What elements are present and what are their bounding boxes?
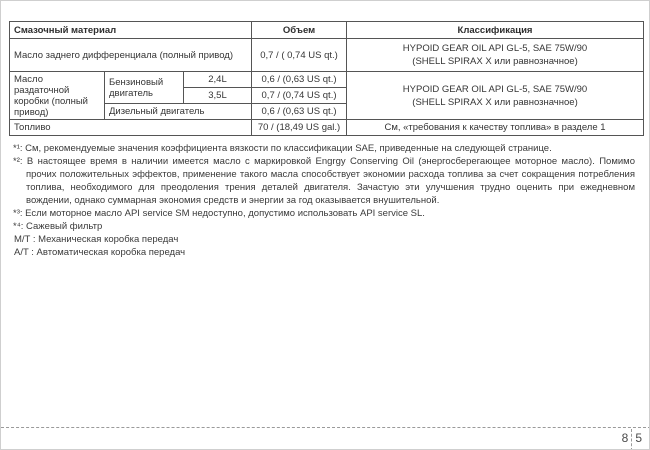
abbreviation-at: A/T : Автоматическая коробка передач (14, 247, 186, 258)
fuel-classification: См, «требования к качеству топлива» в разделе 1 (347, 120, 644, 136)
footer-dashed-rule (1, 427, 650, 428)
table-header-row (10, 22, 644, 39)
header-volume: Объем (252, 22, 347, 39)
header-material: Смазочный материал (10, 22, 252, 39)
engine-3-5-label: 3,5L (184, 88, 252, 104)
header-classification: Классификация (347, 22, 644, 39)
page-content (1, 1, 649, 259)
gasoline-engine-label: Бензиновый двигатель (105, 72, 184, 104)
rear-diff-volume: 0,7 / ( 0,74 US qt.) (252, 39, 347, 72)
rear-diff-classification (347, 39, 644, 72)
transfer-case-classification-line1: HYPOID GEAR OIL API GL-5, SAE 75W/90 (402, 83, 588, 95)
section-number: 8 (621, 431, 629, 445)
fuel-label: Топливо (10, 120, 252, 136)
engine-2-4-volume: 0,6 / (0,63 US qt.) (252, 72, 347, 88)
footnote-4: *⁴: Сажевый фильтр (13, 221, 103, 232)
row-fuel (10, 120, 644, 136)
diesel-volume: 0,6 / (0,63 US qt.) (252, 104, 347, 120)
engine-3-5-volume: 0,7 / (0,74 US qt.) (252, 88, 347, 104)
lubricant-table (9, 21, 644, 136)
page-number-divider (631, 429, 632, 450)
footnote-3: *³: Если моторное масло API service SM недоступно, допустимо использовать API service SL. (13, 208, 425, 219)
page-number (622, 429, 642, 450)
row-rear-differential (10, 39, 644, 72)
transfer-case-classification-line2: (SHELL SPIRAX X или равнозначное) (412, 96, 578, 108)
footnotes-section (9, 142, 641, 259)
transfer-case-label: Масло раздаточной коробки (полный привод) (10, 72, 105, 120)
page-number-value: 5 (635, 431, 642, 445)
abbreviation-mt: M/T : Механическая коробка передач (14, 234, 179, 245)
diesel-engine-label: Дизельный двигатель (105, 104, 252, 120)
row-transfer-case-gas-2-4 (10, 72, 644, 88)
rear-diff-classification-line1: HYPOID GEAR OIL API GL-5, SAE 75W/90 (402, 43, 588, 54)
footnote-1: *¹: См, рекомендуемые значения коэффициента вязкости по классификации SAE, приведенные на следующей странице. (13, 143, 552, 154)
transfer-case-classification (347, 72, 644, 120)
rear-diff-classification-line2: (SHELL SPIRAX X или равнозначное) (412, 56, 578, 67)
footnote-2: *²: В настоящее время в наличии имеется масло с маркировкой Engrgy Conserving Oil (энергосберегающее моторное масло). Помимо прочих положительных эффектов, применение такого масла способствует экономии расхода топлива за счет сокращения потребления топлива, необходимого для преодоления трения деталей двигателя. Зачастую эти улучшения трудно оценить при ежедневном вождении, однако суммарная экономия средств и энергии за год оказывается внушительной. (13, 156, 635, 206)
rear-diff-label: Масло заднего дифференциала (полный привод) (10, 39, 252, 72)
fuel-volume: 70 / (18,49 US gal.) (252, 120, 347, 136)
engine-2-4-label: 2,4L (184, 72, 252, 88)
